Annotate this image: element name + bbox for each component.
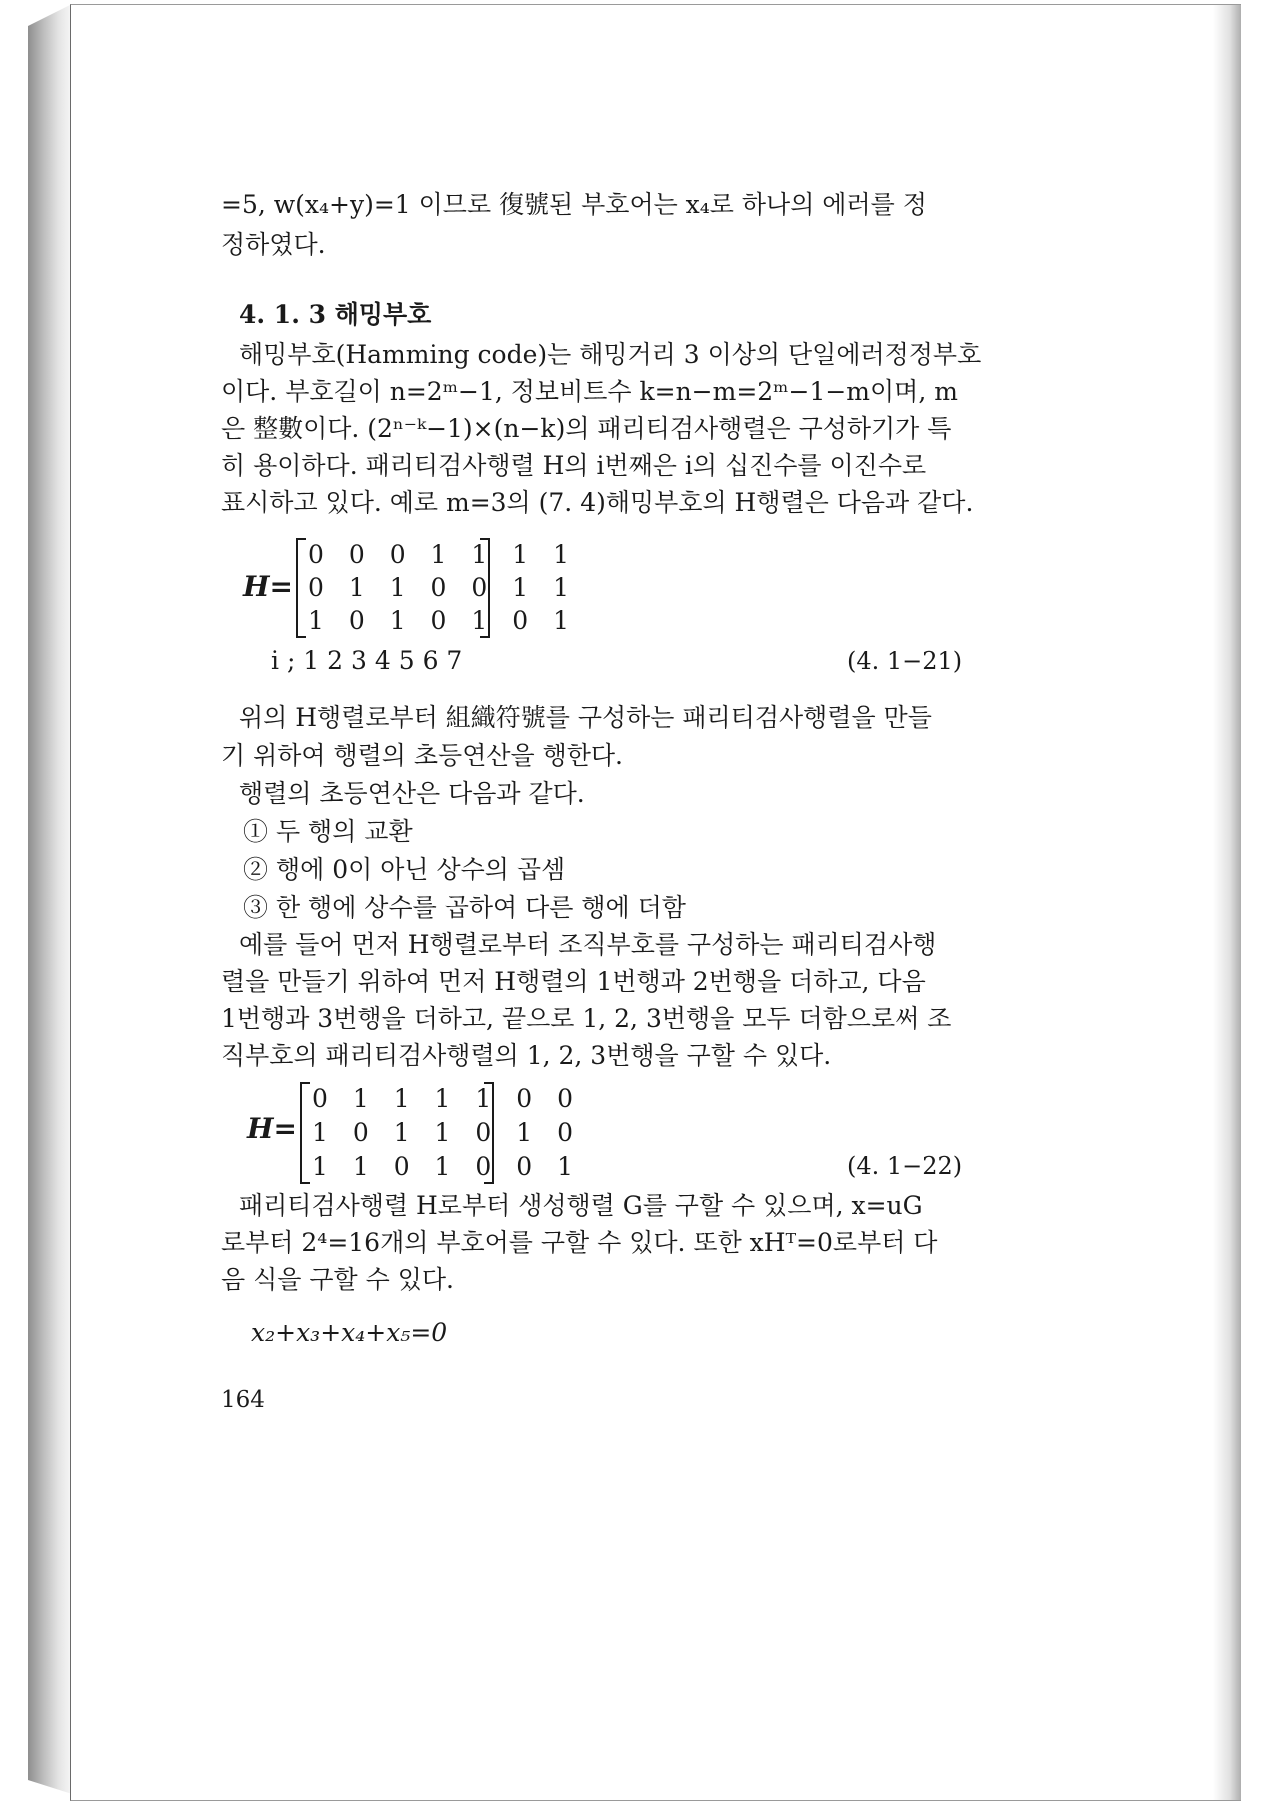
matrix2-row-1: 0 1 1 1 1 0 0 xyxy=(312,1084,582,1113)
text-line-18: 직부호의 패리티검사행렬의 1, 2, 3번행을 구할 수 있다. xyxy=(221,1041,832,1070)
equation-line: x₂+x₃+x₄+x₅=0 xyxy=(251,1318,448,1347)
text-line-5: 이다. 부호길이 n=2ᵐ−1, 정보비트수 k=n−m=2ᵐ−1−m이며, m xyxy=(221,377,958,406)
page-right-shadow xyxy=(1213,5,1241,1800)
matrix1-label: H= xyxy=(243,570,293,603)
matrix2 xyxy=(300,1082,582,1184)
text-line-16: 렬을 만들기 위하여 먼저 H행렬의 1번행과 2번행을 더하고, 다음 xyxy=(221,967,926,996)
list-item-2: ② 행에 0이 아닌 상수의 곱셈 xyxy=(243,855,566,884)
matrix1-index-row: i ; 1 2 3 4 5 6 7 xyxy=(271,646,463,675)
text-line-9: 위의 H행렬로부터 組織符號를 구성하는 패리티검사행렬을 만들 xyxy=(239,703,932,732)
text-line-17: 1번행과 3번행을 더하고, 끝으로 1, 2, 3번행을 모두 더함으로써 조 xyxy=(221,1004,952,1033)
text-line-7: 히 용이하다. 패리티검사행렬 H의 i번째은 i의 십진수를 이진수로 xyxy=(221,451,927,480)
matrix1-row-3: 1 0 1 0 1 0 1 xyxy=(308,606,578,635)
text-line-21: 음 식을 구할 수 있다. xyxy=(221,1265,454,1294)
text-line-15: 예를 들어 먼저 H행렬로부터 조직부호를 구성하는 패리티검사행 xyxy=(239,930,937,959)
matrix2-row-3: 1 1 0 1 0 0 1 xyxy=(312,1152,582,1181)
text-line-4: 해밍부호(Hamming code)는 해밍거리 3 이상의 단일에러정정부호 xyxy=(239,340,982,369)
page-number: 164 xyxy=(221,1387,265,1413)
matrix2-row-2: 1 0 1 1 0 1 0 xyxy=(312,1118,582,1147)
section-heading: 4. 1. 3 해밍부호 xyxy=(239,300,432,329)
equation-number-21: (4. 1−21) xyxy=(847,647,963,675)
matrix2-label: H= xyxy=(247,1112,297,1145)
book-spine-edge xyxy=(28,4,72,1794)
list-item-1: ① 두 행의 교환 xyxy=(243,817,413,846)
equation-number-22: (4. 1−22) xyxy=(847,1152,963,1180)
text-line-10: 기 위하여 행렬의 초등연산을 행한다. xyxy=(221,741,623,770)
text-line-11: 행렬의 초등연산은 다음과 같다. xyxy=(239,779,585,808)
text-line-2: 정하였다. xyxy=(221,230,326,259)
book-page xyxy=(70,4,1241,1801)
matrix1-row-1: 0 0 0 1 1 1 1 xyxy=(308,540,578,569)
matrix1 xyxy=(296,538,578,638)
list-item-3: ③ 한 행에 상수를 곱하여 다른 행에 더함 xyxy=(243,893,686,922)
text-line-20: 로부터 2⁴=16개의 부호어를 구할 수 있다. 또한 xHᵀ=0로부터 다 xyxy=(221,1228,938,1257)
text-line-6: 은 整數이다. (2ⁿ⁻ᵏ−1)×(n−k)의 패리티검사행렬은 구성하기가 특 xyxy=(221,414,952,443)
text-line-1: =5, w(x₄+y)=1 이므로 復號된 부호어는 x₄로 하나의 에러를 정 xyxy=(221,190,927,219)
matrix1-row-2: 0 1 1 0 0 1 1 xyxy=(308,573,578,602)
text-line-19: 패리티검사행렬 H로부터 생성행렬 G를 구할 수 있으며, x=uG xyxy=(239,1191,923,1220)
text-line-8: 표시하고 있다. 예로 m=3의 (7. 4)해밍부호의 H행렬은 다음과 같다. xyxy=(221,488,974,517)
